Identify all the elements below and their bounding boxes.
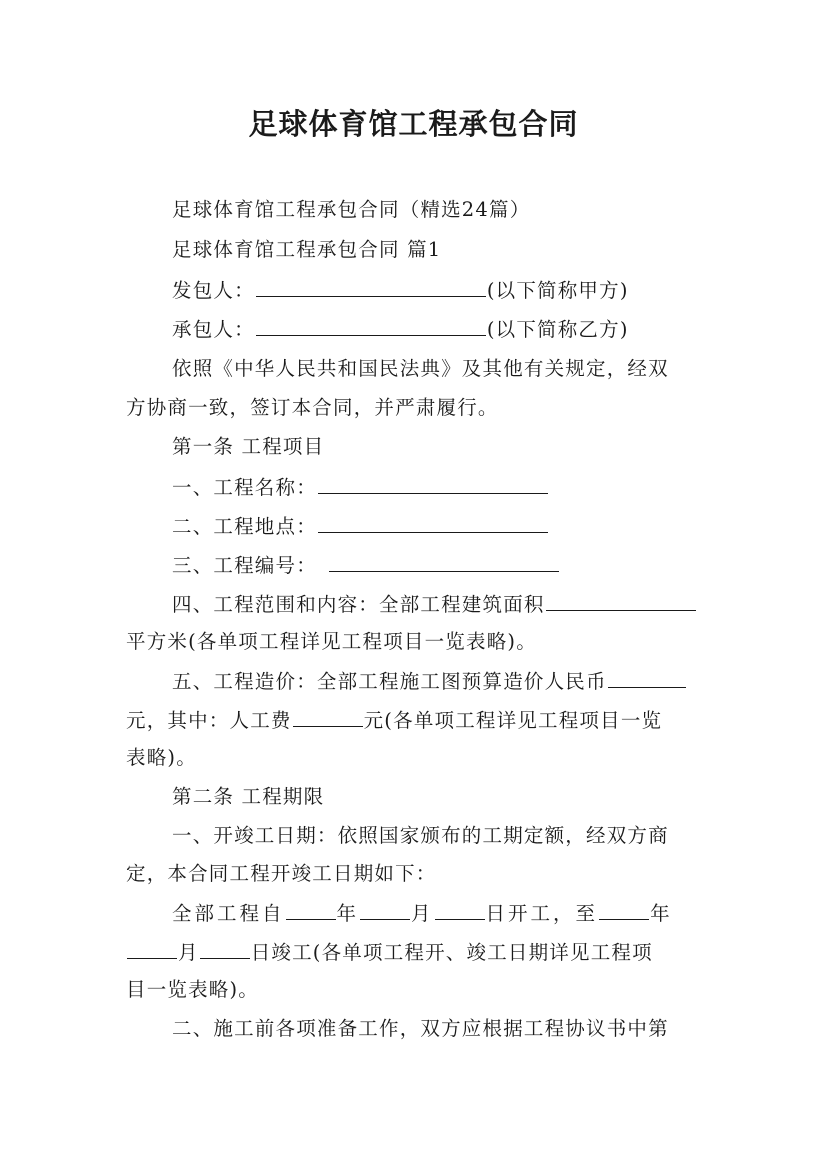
text: 元，其中：人工费 (126, 709, 292, 732)
blank-field[interactable] (127, 938, 177, 959)
label: 发包人： (172, 279, 255, 302)
item-line (172, 667, 687, 696)
text: 全部工程自 (172, 902, 285, 925)
text: 日开工，至 (485, 902, 599, 925)
blank-field[interactable] (256, 315, 486, 336)
text: 月 (411, 902, 434, 925)
paragraph-line (126, 628, 537, 656)
date-line (172, 899, 673, 928)
text: 日竣工(各单项工程开、竣工日期详见工程项 (250, 941, 653, 964)
text: (以下简称甲方) (486, 279, 629, 302)
item-line (172, 590, 697, 619)
text: 年 (336, 902, 360, 925)
text: 年 (650, 902, 673, 925)
paragraph-line (172, 822, 669, 850)
paragraph-line (172, 1015, 669, 1043)
label: 三、工程编号： (172, 554, 317, 577)
text: 表略)。 (126, 746, 197, 769)
text: 平方米(各单项工程详见工程项目一览表略)。 (126, 630, 537, 653)
blank-field[interactable] (200, 938, 250, 959)
blank-field[interactable] (256, 276, 486, 297)
blank-field[interactable] (286, 899, 336, 920)
section-heading (172, 236, 441, 264)
blank-field[interactable] (318, 512, 548, 533)
text: 四、工程范围和内容：全部工程建筑面积 (172, 593, 545, 616)
paragraph-line (126, 976, 259, 1004)
text: 目一览表略)。 (126, 978, 260, 1001)
paragraph-line (126, 744, 197, 772)
blank-field[interactable] (318, 473, 548, 494)
blank-field[interactable] (293, 706, 363, 727)
text: 五、工程造价：全部工程施工图预算造价人民币 (172, 670, 607, 693)
item-line (172, 512, 549, 541)
label: 承包人： (172, 318, 255, 341)
article-heading (172, 433, 324, 461)
blank-field[interactable] (360, 899, 410, 920)
text: 元(各单项工程详见工程项目一览 (363, 709, 663, 732)
blank-field[interactable] (608, 667, 686, 688)
blank-field[interactable] (599, 899, 649, 920)
paragraph-line (126, 394, 499, 422)
item-line (172, 473, 549, 502)
label: 一、工程名称： (172, 476, 317, 499)
label: 二、工程地点： (172, 515, 317, 538)
text: 一、开竣工日期：依照国家颁布的工期定额，经双方商 (172, 824, 669, 847)
item-line (172, 551, 560, 580)
text: 月 (178, 941, 199, 964)
article-heading (172, 783, 324, 811)
text: 二、施工前各项准备工作，双方应根据工程协议书中第 (172, 1017, 669, 1040)
text: 第一条 工程项目 (172, 435, 325, 458)
page-title: 足球体育馆工程承包合同 (248, 107, 579, 141)
blank-field[interactable] (435, 899, 485, 920)
text: 定，本合同工程开竣工日期如下： (126, 862, 437, 885)
paragraph-line (126, 860, 437, 888)
text: (以下简称乙方) (486, 318, 629, 341)
subtitle-line (172, 196, 530, 224)
text: 依照《中华人民共和国民法典》及其他有关规定，经双 (172, 357, 669, 380)
text: 第二条 工程期限 (172, 785, 325, 808)
party-b-line (172, 315, 629, 344)
paragraph-line (126, 706, 662, 735)
text: 方协商一致，签订本合同，并严肃履行。 (126, 396, 499, 419)
text: 足球体育馆工程承包合同 篇1 (172, 238, 442, 261)
text: 足球体育馆工程承包合同（精选24篇） (172, 198, 531, 221)
paragraph-line (172, 355, 669, 383)
blank-field[interactable] (329, 551, 559, 572)
blank-field[interactable] (546, 590, 696, 611)
date-line (126, 938, 653, 967)
party-a-line (172, 276, 629, 305)
